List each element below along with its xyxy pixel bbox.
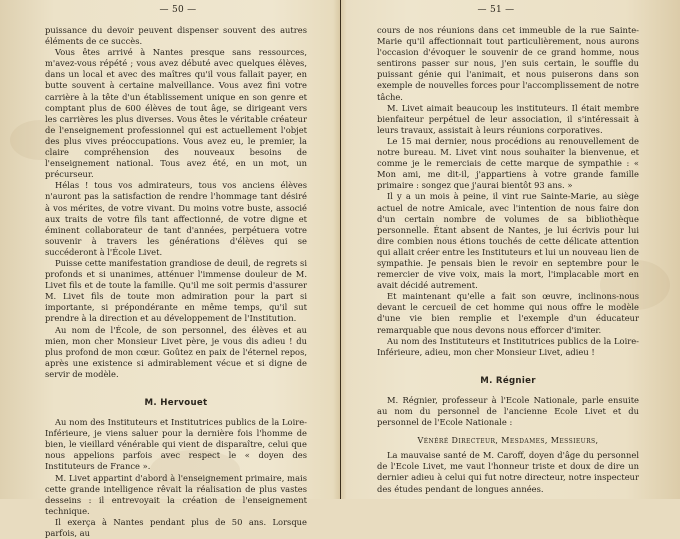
- page-number: — 51 —: [477, 5, 515, 15]
- page-number: — 50 —: [159, 5, 197, 15]
- page-body: [45, 25, 307, 539]
- paragraph: Hélas ! tous vos admirateurs, tous vos anciens élèves n'auront pas la satisfaction de rendre l'hommage tant désiré à vos mérites, de votre vivant. Du moins votre buste, associé aux traits de votre fils tant affectionné, de votre digne et éminent collaborateur de tant d'années, perpétuera votre souvenir à travers les générations d'élèves qui se succéderont à l'École Livet.: [45, 180, 307, 257]
- paragraphs-after-heading: [377, 450, 639, 494]
- paragraphs-before-heading: [45, 25, 307, 380]
- section-heading: M. Hervouet: [144, 398, 208, 408]
- paragraph: Vous êtes arrivé à Nantes presque sans ressources, m'avez-vous répété ; vous avez débuté avec quelques élèves, dans un local et avec des maîtres qu'il vous fallait payer, en butte souvent à certaine malveillance. Vous avez fini votre carrière à la tête d'un établissement unique en son genre et comptant plus de 600 élèves de tout âge, se dirigeant vers les carrières les plus diverses. Vous êtes le véritable créateur de l'enseignement professionnel qui est actuellement l'objet des plus vives préoccupations. Vous avez eu, le premier, la claire compréhension des nouveaux besoins de l'enseignement national. Tous avez été, en un mot, un précurseur.: [45, 47, 307, 180]
- paragraph: La mauvaise santé de M. Caroff, doyen d'âge du personnel de l'Ecole Livet, me vaut l'honneur triste et doux de dire un dernier adieu à celui qui fut notre directeur, notre inspecteur des études pendant de longues années.: [377, 450, 639, 494]
- paragraphs-before-heading: [377, 25, 639, 358]
- paragraph: M. Livet aimait beaucoup les instituteurs. Il était membre bienfaiteur perpétuel de leur association, il s'intéressait à leurs travaux, assistait à leurs réunions corporatives.: [377, 102, 639, 135]
- paragraph: Il y a un mois à peine, il vint rue Sainte-Marie, au siège actuel de notre Amicale, avec l'intention de nous faire don d'un certain nombre de volumes de sa bibliothèque personnelle. Étant absent de Nantes, je lui écrivis pour lui dire combien nous étions touchés de cette délicate attention qui allait créer entre les Instituteurs et lui un nouveau lien de sympathie. Je pensais bien le revoir en septembre pour le remercier de vive voix, mais la mort, l'implacable mort en avait décidé autrement.: [377, 191, 639, 291]
- intro-paragraph: M. Régnier, professeur à l'Ecole Nationale, parle ensuite au nom du personnel de l'ancienne Ecole Livet et du personnel de l'Ecole Nationale :: [377, 394, 639, 428]
- right-page: [340, 0, 680, 499]
- paragraphs-after-heading: [45, 417, 307, 539]
- page-body: [377, 25, 639, 495]
- paragraph: Il exerça à Nantes pendant plus de 50 ans. Lorsque parfois, au: [45, 516, 307, 539]
- paragraph: Puisse cette manifestation grandiose de deuil, de regrets si profonds et si unanimes, atténuer l'immense douleur de M. Livet fils et de toute la famille. Qu'il me soit permis d'assurer M. Livet fils de toute mon admiration pour la part si importante, si prépondérante en même temps, qu'il sut prendre à la direction et au développement de l'Institution.: [45, 257, 307, 324]
- paragraph: puissance du devoir peuvent dispenser souvent des autres éléments de ce succès.: [45, 25, 307, 47]
- paragraph: Au nom de l'École, de son personnel, des élèves et au mien, mon cher Monsieur Livet père, je vous dis adieu ! du plus profond de mon cœur. Goûtez en paix de l'éternel repos, après une existence si admirablement vécue et si digne de servir de modèle.: [45, 324, 307, 379]
- paragraph: Au nom des Instituteurs et Institutrices publics de la Loire-Inférieure, adieu, mon cher Monsieur Livet, adieu !: [377, 335, 639, 357]
- section-heading: M. Régnier: [480, 375, 536, 386]
- salutation: Vénéré Directeur, Mesdames, Messieurs,: [417, 436, 599, 446]
- paragraph: Au nom des Instituteurs et Institutrices publics de la Loire-Inférieure, je viens saluer pour la dernière fois l'homme de bien, le vieillard vénérable qui vient de disparaître, celui que nous appelions parfois avec respect le « doyen des Instituteurs de France ».: [45, 417, 307, 472]
- paragraph: Le 15 mai dernier, nous procédions au renouvellement de notre bureau. M. Livet vint nous souhaiter la bienvenue, et comme je le remerciais de cette marque de sympathie : « Mon ami, me dit-il, j'appartiens à votre grande famille primaire : songez que j'aurai bientôt 93 ans. »: [377, 135, 639, 191]
- paragraph: M. Livet appartint d'abord à l'enseignement primaire, mais cette grande intelligence rêvait la réalisation de plus vastes desseins : il entrevoyait la création de l'enseignement technique.: [45, 472, 307, 516]
- paragraph: Et maintenant qu'elle a fait son œuvre, inclinons-nous devant le cercueil de cet homme qui nous offre le modèle d'une vie bien remplie et l'exemple d'un éducateur remarquable que nous devons nous efforcer d'imiter.: [377, 291, 639, 335]
- paragraph: cours de nos réunions dans cet immeuble de la rue Sainte-Marie qu'il affectionnait tout particulièrement, nous aurons l'occasion d'évoquer le souvenir de ce grand homme, nous sentirons passer sur nous, j'en suis certain, le souffle du puissant génie qui l'animait, et nous puiserons dans son exemple de nouvelles forces pour l'accomplissement de notre tâche.: [377, 25, 639, 102]
